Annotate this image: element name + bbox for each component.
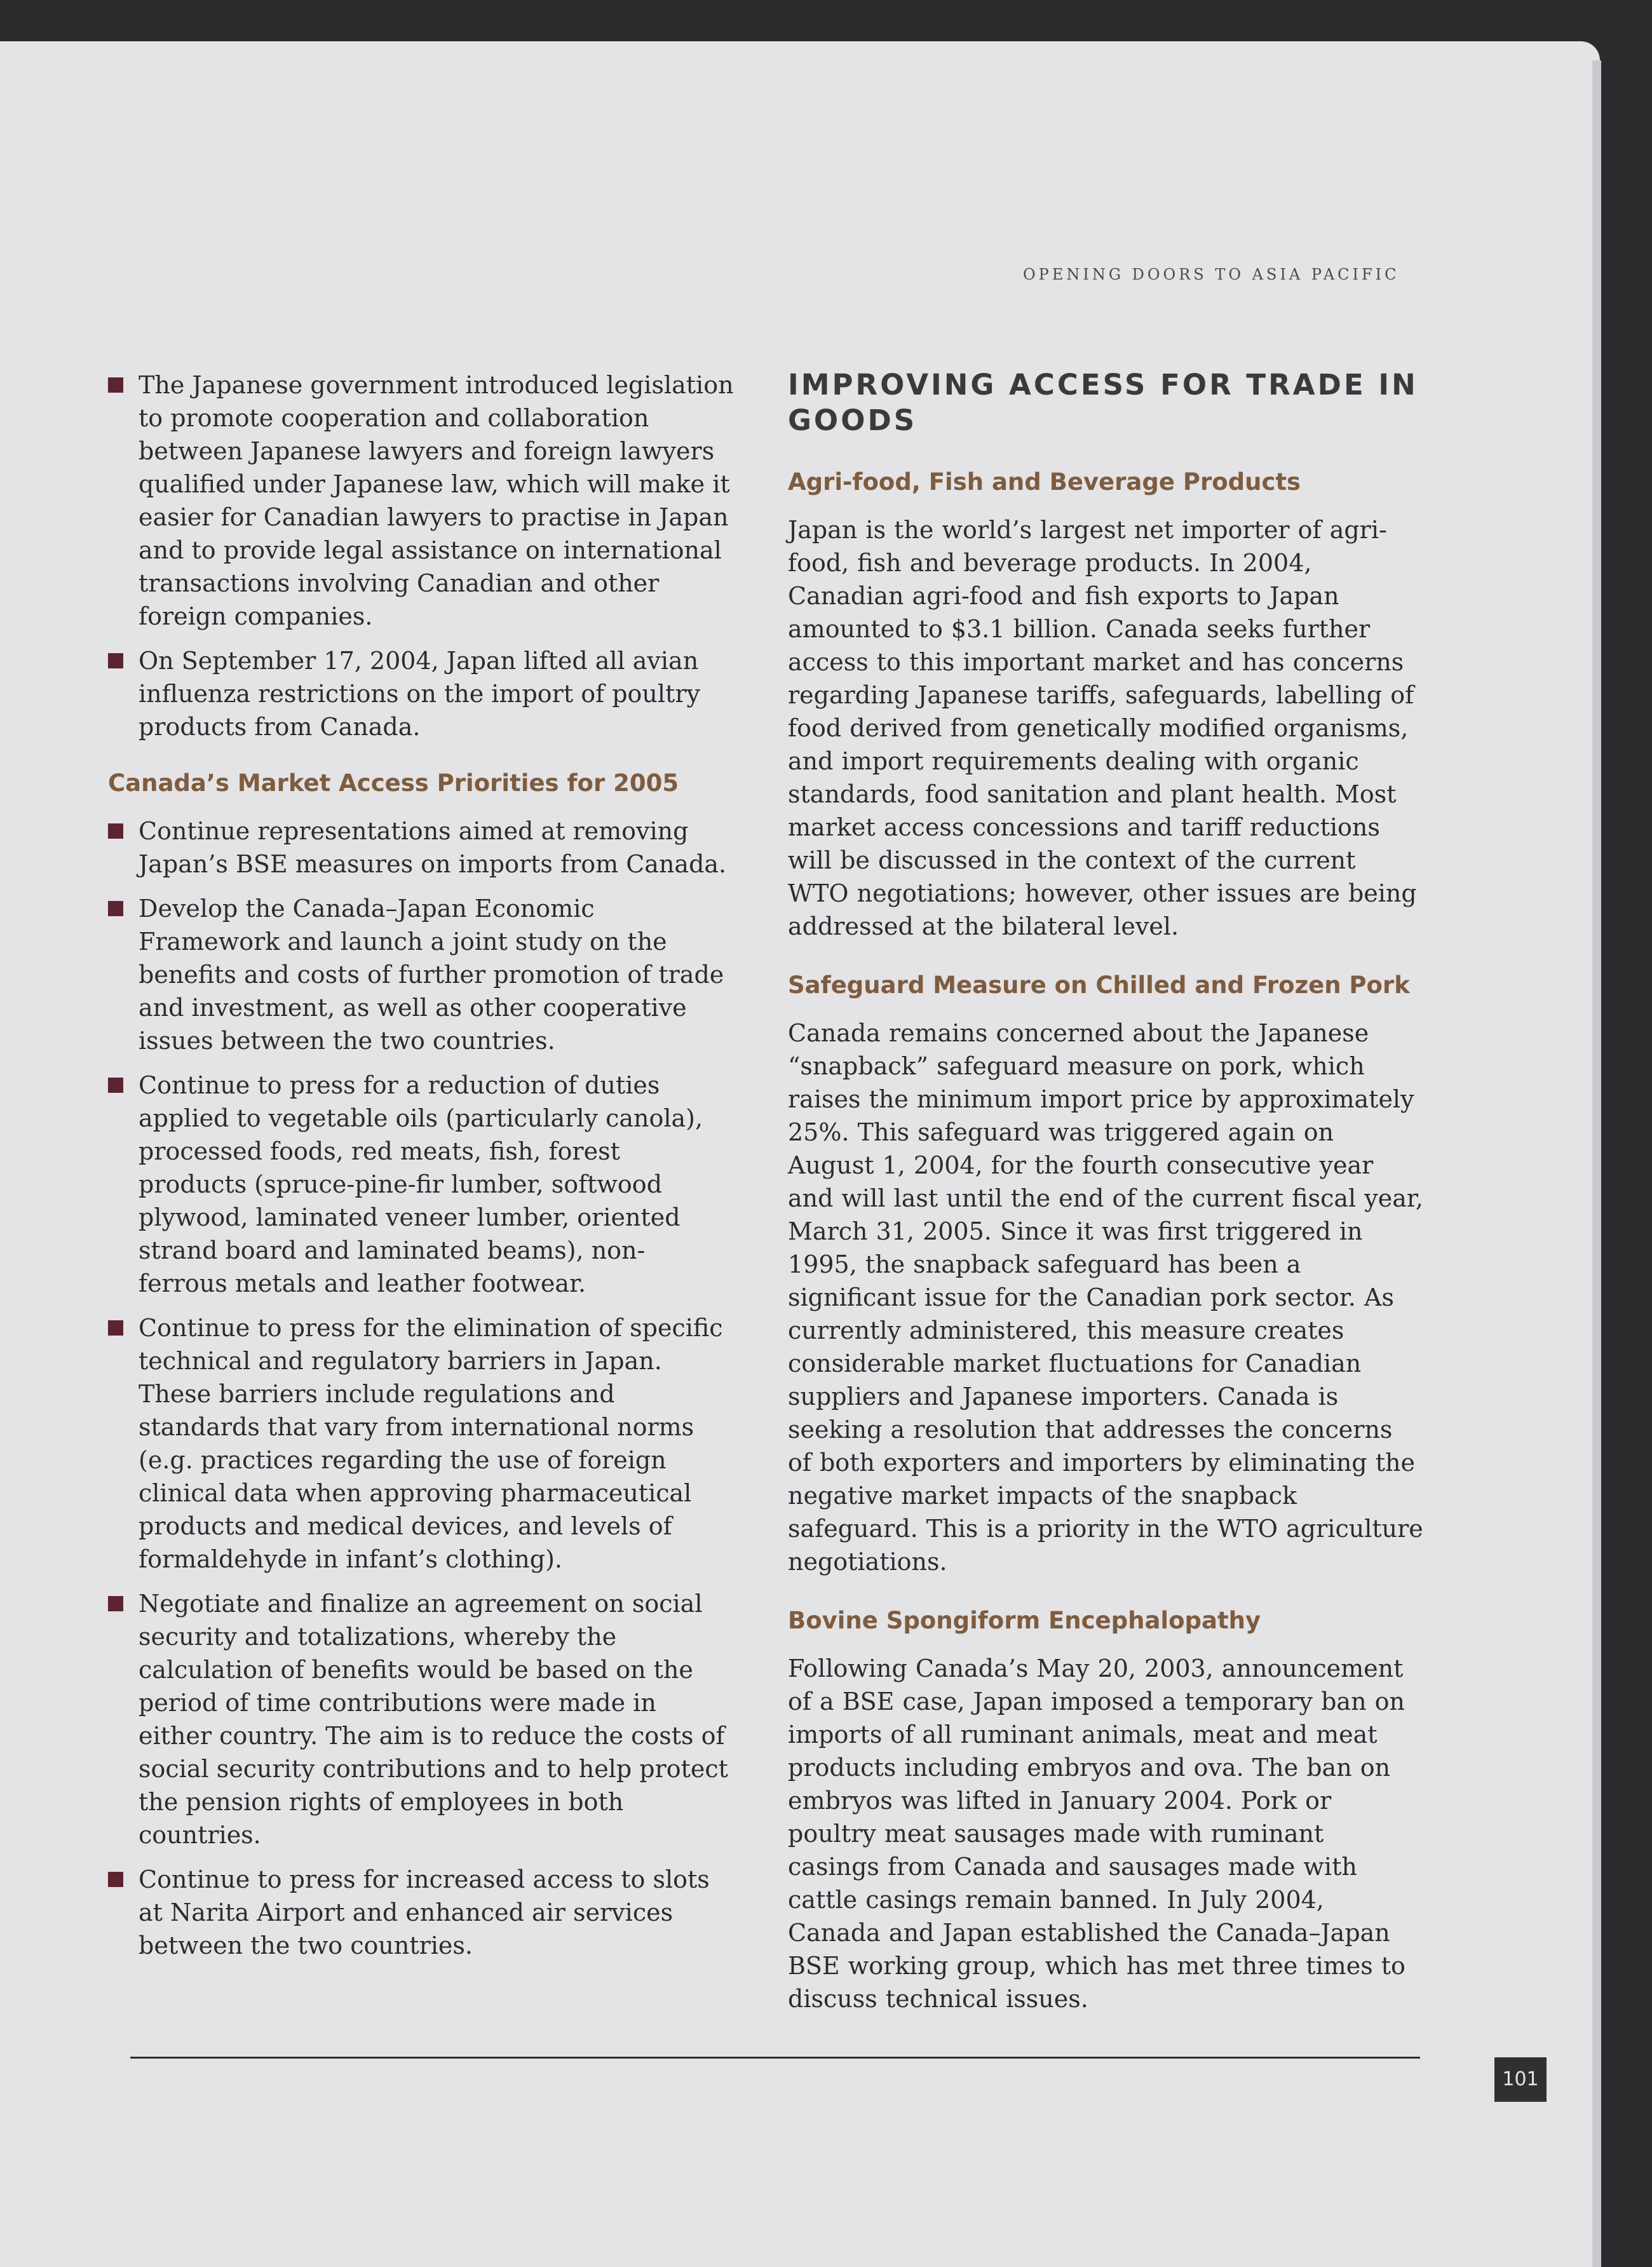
- priorities-list: [108, 815, 734, 1962]
- paragraph-pork-safeguard: Canada remains concerned about the Japanese “snapback” safeguard measure on pork, which raises the minimum import price by approximately 25%. This safeguard was triggered again on August 1, 2004, for the fourth consecutive year and will last until the end of the current fiscal year, March 31, 2005. Since it was first triggered in 1995, the snapback safeguard has been a significant issue for the Canadian pork sector. As currently administered, this measure creates considerable market fluctuations for Canadian suppliers and Japanese importers. Canada is seeking a resolution that addresses the concerns of both exporters and importers by eliminating the negative market impacts of the snapback safeguard. This is a priority in the WTO agriculture negotiations.: [788, 1019, 1423, 1576]
- list-item: [108, 892, 734, 1057]
- bullet-text: On September 17, 2004, Japan lifted all avian influenza restrictions on the import of poultry products from Canada.: [139, 647, 700, 741]
- list-item: [108, 815, 734, 881]
- running-head: OPENING DOORS TO ASIA PACIFIC: [1023, 266, 1400, 283]
- list-item: [108, 1069, 734, 1300]
- list-item: [108, 1311, 734, 1576]
- subsection-heading-agri-food: Agri-food, Fish and Beverage Products: [788, 468, 1301, 496]
- intro-bullet-list: [108, 369, 734, 743]
- square-bullet-icon: [108, 901, 123, 916]
- bullet-text: The Japanese government introduced legislation to promote cooperation and collaboration between Japanese lawyers and foreign lawyers qualified under Japanese law, which will make it easier for Canadian lawyers to practise in Japan and to provide legal assistance on international transactions involving Canadian and other foreign companies.: [139, 371, 734, 630]
- paragraph-bse: Following Canada’s May 20, 2003, announcement of a BSE case, Japan imposed a temporary ban on imports of all ruminant animals, meat and meat products including embryos and ova. The ban on embryos was lifted in January 2004. Pork or poultry meat sausages made with ruminant casings from Canada and sausages made with cattle casings remain banned. In July 2004, Canada and Japan established the Canada–Japan BSE working group, which has met three times to discuss technical issues.: [788, 1655, 1405, 2013]
- square-bullet-icon: [108, 1872, 123, 1887]
- right-column: [788, 367, 1423, 2043]
- bullet-text: Continue to press for a reduction of duties applied to vegetable oils (particularly canola), processed foods, red meats, fish, forest products (spruce-pine-fir lumber, softwood plywood, laminated veneer lumber, oriented strand board and laminated beams), non-ferrous metals and leather footwear.: [139, 1071, 703, 1297]
- bullet-text: Continue representations aimed at removing Japan’s BSE measures on imports from Canada.: [139, 817, 727, 878]
- subsection-heading-pork-safeguard: Safeguard Measure on Chilled and Frozen Pork: [788, 971, 1410, 999]
- priorities-heading: Canada’s Market Access Priorities for 2005: [108, 769, 679, 797]
- footer-rule: [130, 2057, 1420, 2059]
- square-bullet-icon: [108, 377, 123, 393]
- bullet-text: Develop the Canada–Japan Economic Framework and launch a joint study on the benefits and costs of further promotion of trade and investment, as well as other cooperative issues between the two countries.: [139, 895, 724, 1055]
- page-number: 101: [1494, 2057, 1547, 2102]
- square-bullet-icon: [108, 1320, 123, 1336]
- list-item: [108, 1863, 734, 1962]
- section-title: IMPROVING ACCESS FOR TRADE IN GOODS: [788, 368, 1418, 437]
- bullet-text: Continue to press for the elimination of specific technical and regulatory barriers in Japan. These barriers include regulations and standards that vary from international norms (e.g. practices regarding the use of foreign clinical data when approving pharmaceutical products and medical devices, and levels of formaldehyde in infant’s clothing).: [139, 1314, 723, 1573]
- square-bullet-icon: [108, 823, 123, 839]
- left-column: [108, 369, 734, 1973]
- paragraph-agri-food: Japan is the world’s largest net importer of agri-food, fish and beverage products. In 2004, Canadian agri-food and fish exports to Japan amounted to $3.1 billion. Canada seeks further access to this important market and has concerns regarding Japanese tariffs, safeguards, labelling of food derived from genetically modified organisms, and import requirements dealing with organic standards, food sanitation and plant health. Most market access concessions and tariff reductions will be discussed in the context of the current WTO negotiations; however, other issues are being addressed at the bilateral level.: [788, 516, 1417, 940]
- bullet-text: Negotiate and finalize an agreement on social security and totalizations, whereby the calculation of benefits would be based on the period of time contributions were made in either country. The aim is to reduce the costs of social security contributions and to help protect the pension rights of employees in both countries.: [139, 1590, 728, 1849]
- subsection-heading-bse: Bovine Spongiform Encephalopathy: [788, 1607, 1261, 1634]
- list-item: [108, 1587, 734, 1851]
- bullet-text: Continue to press for increased access to slots at Narita Airport and enhanced air services between the two countries.: [139, 1865, 710, 1959]
- square-bullet-icon: [108, 653, 123, 668]
- list-item: [108, 369, 734, 633]
- square-bullet-icon: [108, 1596, 123, 1611]
- square-bullet-icon: [108, 1078, 123, 1093]
- page-edge: [1592, 60, 1601, 2267]
- list-item: [108, 644, 734, 743]
